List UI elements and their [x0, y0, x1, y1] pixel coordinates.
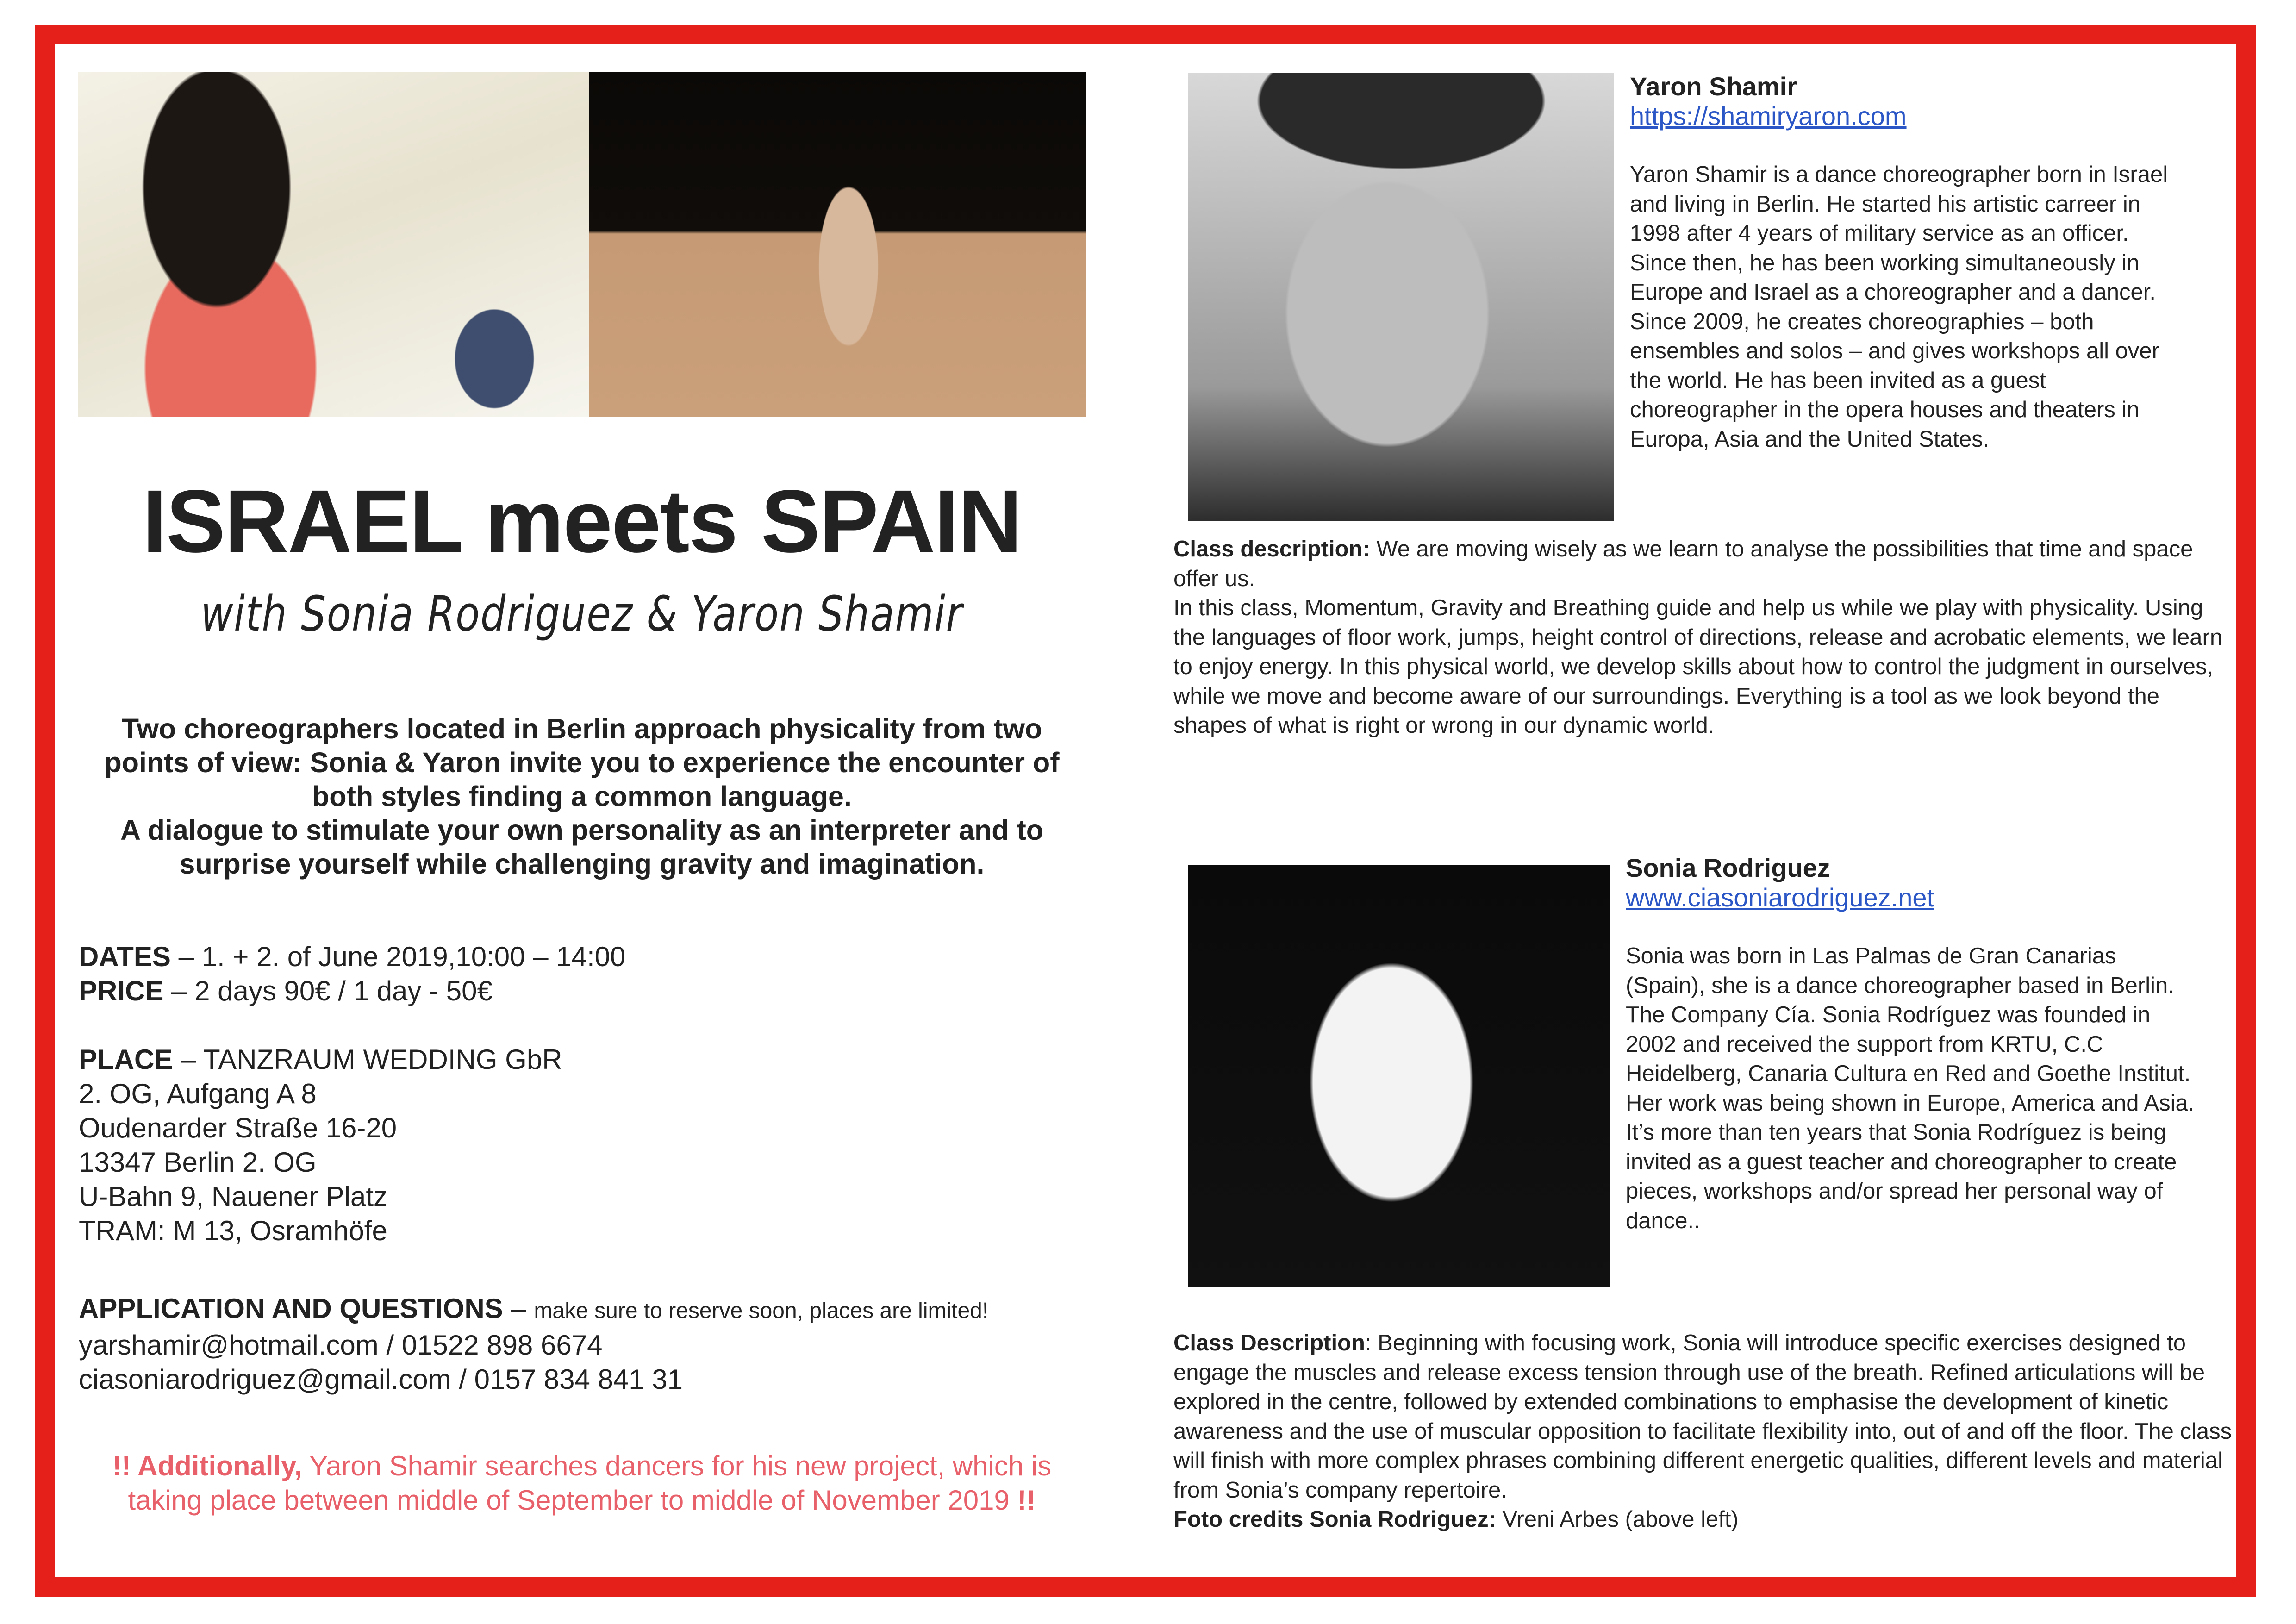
- yaron-name: Yaron Shamir: [1630, 72, 1797, 101]
- yaron-bio: [1630, 72, 2232, 454]
- photo-credits-label: Foto credits Sonia Rodriguez:: [1173, 1507, 1496, 1532]
- class-description-label: Class description:: [1173, 537, 1370, 562]
- dancer-hair-photo: [78, 72, 589, 417]
- class-description-text: In this class, Momentum, Gravity and Breathing guide and help us while we play with physicality. Using the languages of floor work, jumps, height control of directions, release and acrobatic elements, we learn to enjoy energy. In this physical world, we develop skills about how to control the judgment in ourselves, while we move and become aware of our surroundings. Everything is a tool as we look beyond the shapes of what is right or wrong in our dynamic world.: [1173, 595, 2223, 738]
- sonia-bio: [1626, 853, 2227, 1236]
- address-line: 2. OG, Aufgang A 8: [79, 1078, 317, 1109]
- announcement-text: Yaron Shamir searches dancers for his new project, which is taking place between middle of September to middle of November 2019: [128, 1450, 1052, 1516]
- class-description-text: We are moving wisely as we learn to analyse the possibilities that time and space offer us.: [1173, 537, 2193, 591]
- application-heading: [79, 1292, 1120, 1328]
- announcement-prefix: !!: [112, 1450, 138, 1481]
- yaron-portrait-photo: [1188, 73, 1614, 521]
- place-row: [79, 1043, 1097, 1077]
- application-section: [79, 1292, 1120, 1397]
- page-title: ISRAEL meets SPAIN: [142, 471, 1022, 571]
- yaron-class-description: [1173, 535, 2234, 741]
- intro-text: [78, 712, 1086, 881]
- sonia-name: Sonia Rodriguez: [1626, 853, 1830, 882]
- dates-value: – 1. + 2. of June 2019,10:00 – 14:00: [170, 941, 626, 972]
- price-label: PRICE: [79, 975, 164, 1006]
- contact-yaron[interactable]: yarshamir@hotmail.com / 01522 898 6674: [79, 1330, 603, 1361]
- dates-label: DATES: [79, 941, 171, 972]
- intro-paragraph: Two choreographers located in Berlin approach physicality from two points of view: Sonia & Yaron invite you to experience the encounter of both styles finding a common language.: [104, 713, 1060, 812]
- dates-row: [79, 940, 1097, 974]
- yaron-website-link[interactable]: https://shamiryaron.com: [1630, 101, 1907, 131]
- dancer-stage-photo: [589, 72, 1086, 417]
- place-value: – TANZRAUM WEDDING GbR: [173, 1044, 562, 1075]
- address-line: 13347 Berlin 2. OG: [79, 1147, 317, 1178]
- announcement: [78, 1449, 1086, 1518]
- event-info: [79, 940, 1097, 1248]
- sonia-website-link[interactable]: www.ciasoniarodriguez.net: [1626, 883, 1934, 912]
- announcement-bold: Additionally,: [137, 1450, 302, 1481]
- photo-credits-value: Vreni Arbes (above left): [1496, 1507, 1739, 1532]
- yaron-bio-text: Yaron Shamir is a dance choreographer born in Israel and living in Berlin. He started his artistic carreer in 1998 after 4 years of military service as an officer. Since then, he has been working simultaneously in Europe and Israel as a choreographer and a dancer. Since 2009, he creates choreographies – both ensembles and solos – and gives workshops all over the world. He has been invited as a guest choreographer in the opera houses and theaters in Europa, Asia and the United States.: [1630, 162, 2168, 452]
- dash: –: [503, 1293, 534, 1324]
- application-label: APPLICATION AND QUESTIONS: [79, 1293, 503, 1324]
- sonia-portrait-photo: [1188, 865, 1610, 1287]
- place-label: PLACE: [79, 1044, 173, 1075]
- address-line: U-Bahn 9, Nauener Platz: [79, 1181, 388, 1212]
- contact-sonia[interactable]: ciasoniarodriguez@gmail.com / 0157 834 841 31: [79, 1364, 683, 1395]
- bio-paragraph: Sonia was born in Las Palmas de Gran Canarias (Spain), she is a dance choreographer based in Berlin.: [1626, 943, 2174, 998]
- bio-paragraph: The Company Cía. Sonia Rodríguez was founded in 2002 and received the support from KRTU, C.C Heidelberg, Canaria Cultura en Red and Goethe Institut. Her work was being shown in Europe, America and Asia.: [1626, 1002, 2195, 1116]
- intro-paragraph: A dialogue to stimulate your own personality as an interpreter and to surprise yourself while challenging gravity and imagination.: [120, 814, 1044, 880]
- announcement-suffix: !!: [1017, 1485, 1036, 1516]
- page-subtitle: with Sonia Rodriguez & Yaron Shamir: [200, 586, 963, 642]
- price-value: – 2 days 90€ / 1 day - 50€: [163, 975, 493, 1006]
- bio-paragraph: It’s more than ten years that Sonia Rodríguez is being invited as a guest teacher and choreographer to create pieces, workshops and/or spread her personal way of dance..: [1626, 1120, 2177, 1233]
- application-note: make sure to reserve soon, places are limited!: [534, 1299, 989, 1323]
- price-row: [79, 974, 1097, 1008]
- sonia-bio-text: [1626, 942, 2200, 1236]
- class-description-text: : Beginning with focusing work, Sonia will introduce specific exercises designed to engage the muscles and release excess tension through use of the breath. Refined articulations will be explored in the centre, followed by extended combinations to emphasise the development of kinetic awareness and the use of muscular opposition to facilitate flexibility into, out of and off the floor. The class will finish with more complex phrases combining different energetic qualities, different levels and material from Sonia’s company repertoire.: [1173, 1330, 2232, 1503]
- class-description-label: Class Description: [1173, 1330, 1365, 1355]
- sonia-class-description: [1173, 1329, 2234, 1535]
- address-line: TRAM: M 13, Osramhöfe: [79, 1215, 387, 1246]
- address-line: Oudenarder Straße 16-20: [79, 1112, 397, 1143]
